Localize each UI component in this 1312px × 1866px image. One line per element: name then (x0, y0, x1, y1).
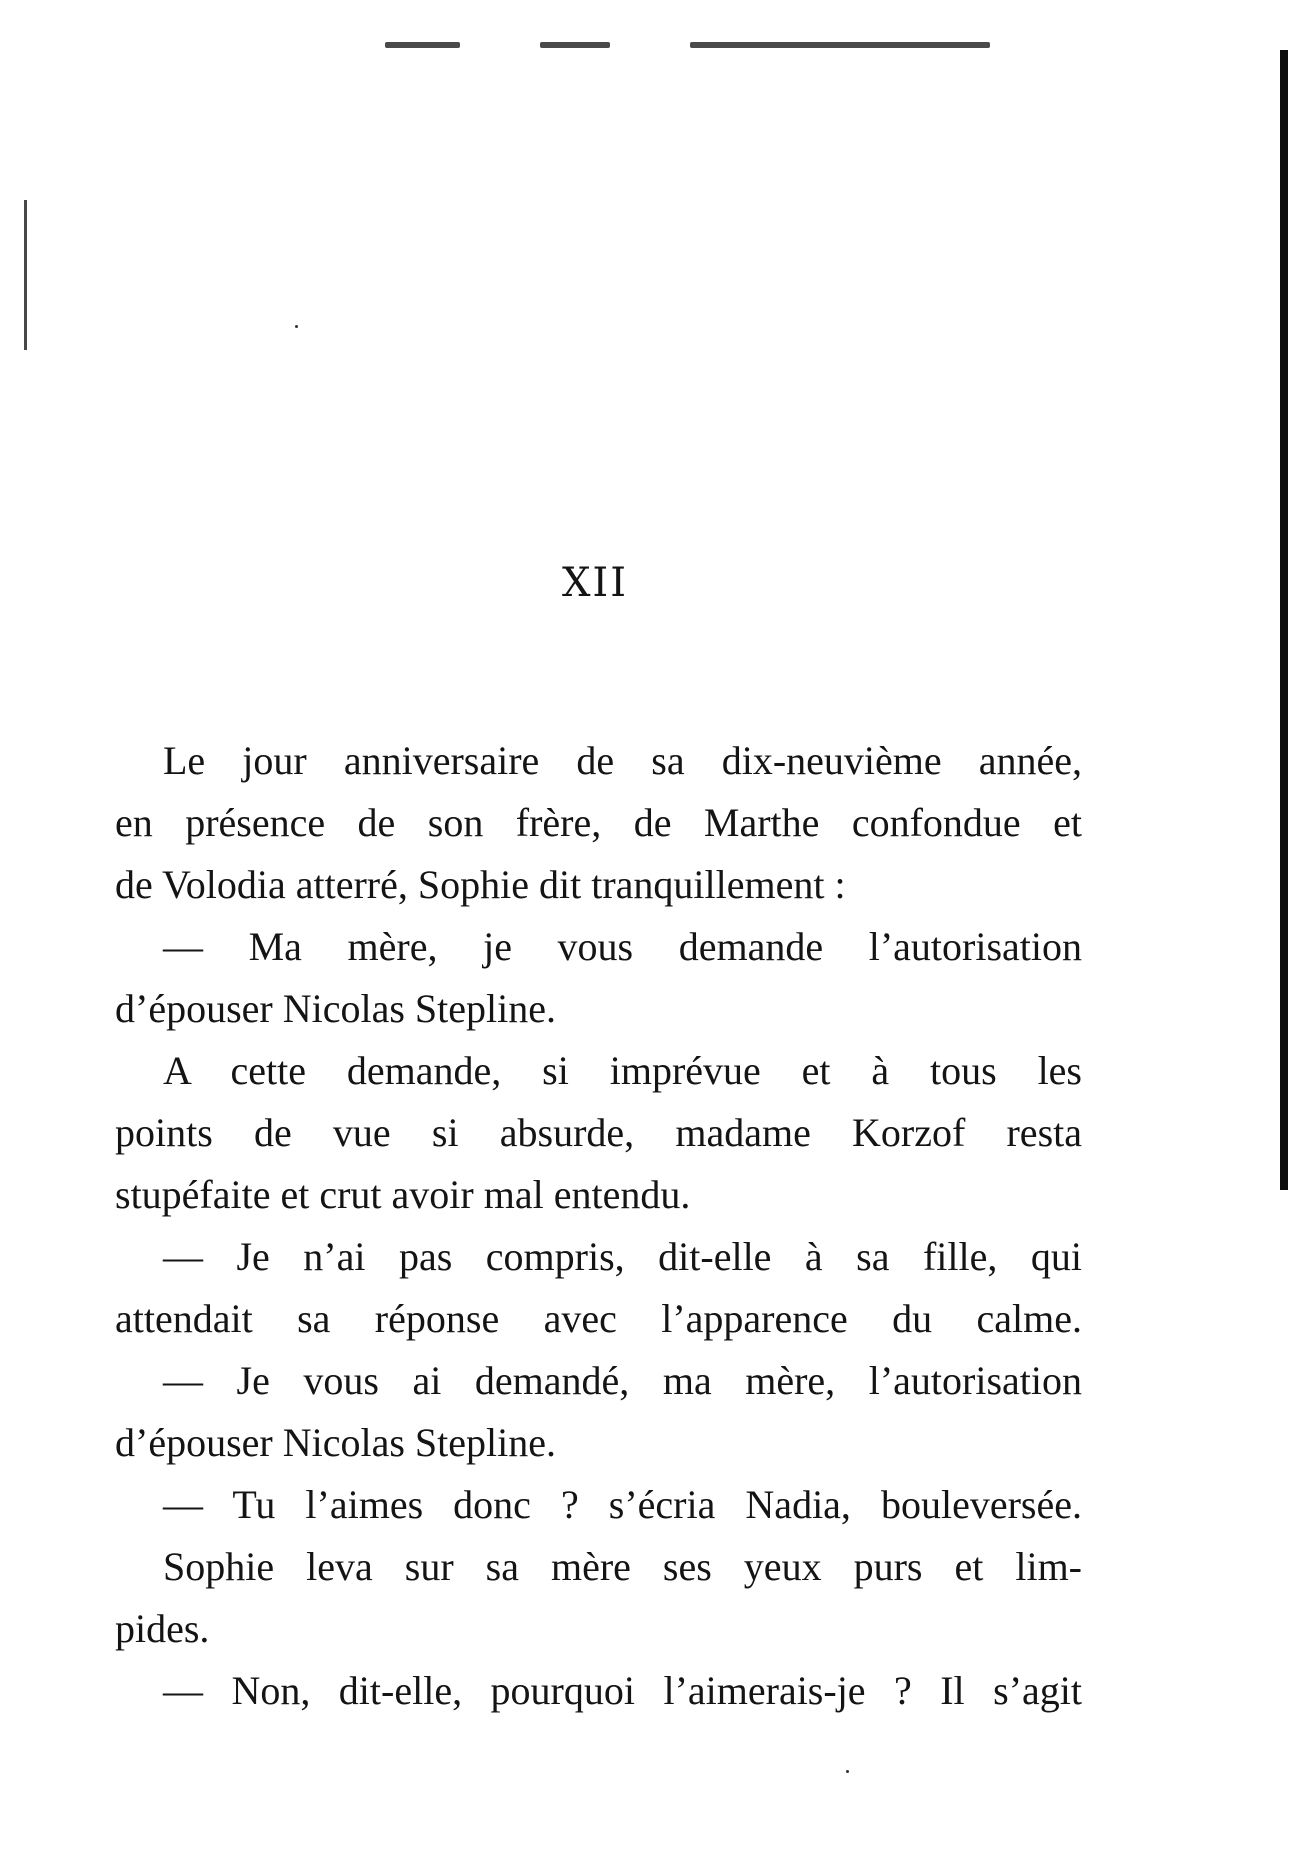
text-line: — Non, dit-elle, pourquoi l’aimerais-je ? Il s’agit (163, 1668, 1082, 1713)
text-line: de Volodia atterré, Sophie dit tranquillement : (115, 862, 846, 907)
text-line: d’épouser Nicolas Stepline. (115, 1420, 556, 1465)
text-line: stupéfaite et crut avoir mal entendu. (115, 1172, 691, 1217)
scan-artifact-speck (295, 325, 298, 328)
text-line: points de vue si absurde, madame Korzof resta (115, 1110, 1082, 1155)
chapter-number: XII (561, 560, 629, 606)
text-line: A cette demande, si imprévue et à tous les (163, 1048, 1082, 1093)
text-line: — Ma mère, je vous demande l’autorisation (163, 924, 1082, 969)
text-line: — Je vous ai demandé, ma mère, l’autorisation (163, 1358, 1082, 1403)
scan-artifact-top-rule (540, 42, 610, 48)
text-line: — Je n’ai pas compris, dit-elle à sa fille, qui (163, 1234, 1082, 1279)
text-line: pides. (115, 1606, 210, 1651)
body-text (115, 730, 1082, 1722)
scan-artifact-speck (846, 1770, 849, 1773)
text-line: Le jour anniversaire de sa dix-neuvième année, (163, 738, 1082, 783)
text-line: — Tu l’aimes donc ? s’écria Nadia, bouleversée. (163, 1482, 1082, 1527)
scan-artifact-left-edge (24, 200, 27, 350)
scan-artifact-top-rule (690, 42, 990, 48)
scan-artifact-right-edge (1280, 50, 1288, 1190)
text-line: en présence de son frère, de Marthe confondue et (115, 800, 1082, 845)
text-line: Sophie leva sur sa mère ses yeux purs et lim- (163, 1544, 1082, 1589)
text-line: attendait sa réponse avec l’apparence du calme. (115, 1296, 1082, 1341)
text-line: d’épouser Nicolas Stepline. (115, 986, 556, 1031)
scan-artifact-top-rule (385, 42, 460, 48)
